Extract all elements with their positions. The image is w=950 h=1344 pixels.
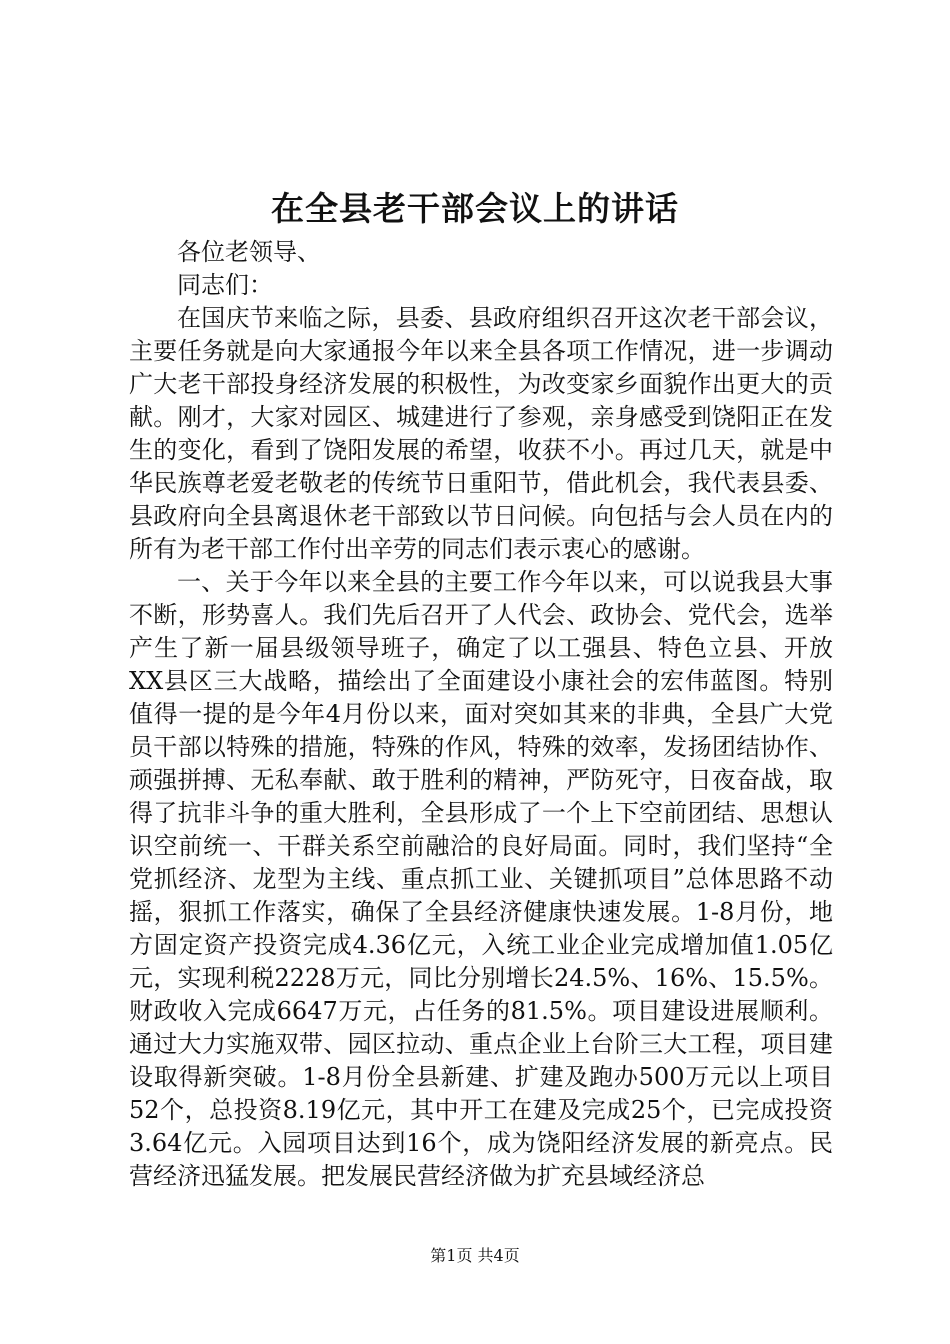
document-body [129,236,833,1193]
document-title: 在全县老干部会议上的讲话 [271,189,679,228]
page-footer: 第1页 共4页 [430,1246,520,1265]
body-paragraph: 在国庆节来临之际，县委、县政府组织召开这次老干部会议，主要任务就是向大家通报今年以来全县各项工作情况，进一步调动广大老干部投身经济发展的积极性，为改变家乡面貌作出更大的贡献。刚才，大家对园区、城建进行了参观，亲身感受到饶阳正在发生的变化，看到了饶阳发展的希望，收获不小。再过几天，就是中华民族尊老爱老敬老的传统节日重阳节，借此机会，我代表县委、县政府向全县离退休老干部致以节日问候。向包括与会人员在内的所有为老干部工作付出辛劳的同志们表示衷心的感谢。 [129,304,833,563]
salutation-line: 各位老领导、 [177,238,321,266]
body-paragraph: 一、关于今年以来全县的主要工作今年以来，可以说我县大事不断，形势喜人。我们先后召开了人代会、政协会、党代会，选举产生了新一届县级领导班子，确定了以工强县、特色立县、开放XX县区三大战略，描绘出了全面建设小康社会的宏伟蓝图。特别值得一提的是今年4月份以来，面对突如其来的非典，全县广大党员干部以特殊的措施，特殊的作风，特殊的效率，发扬团结协作、顽强拼搏、无私奉献、敢于胜利的精神，严防死守，日夜奋战，取得了抗非斗争的重大胜利，全县形成了一个上下空前团结、思想认识空前统一、干群关系空前融洽的良好局面。同时，我们坚持“全党抓经济、龙型为主线、重点抓工业、关键抓项目”总体思路不动摇，狠抓工作落实，确保了全县经济健康快速发展。1-8月份，地方固定资产投资完成4.36亿元，入统工业企业完成增加值1.05亿元，实现利税2228万元，同比分别增长24.5%、16%、15.5%。财政收入完成6647万元，占任务的81.5%。项目建设进展顺利。通过大力实施双带、园区拉动、重点企业上台阶三大工程，项目建设取得新突破。1-8月份全县新建、扩建及跑办500万元以上项目52个，总投资8.19亿元，其中开工在建及完成25个，已完成投资3.64亿元。入园项目达到16个，成为饶阳经济发展的新亮点。民营经济迅猛发展。把发展民营经济做为扩充县域经济总 [129,568,833,1190]
salutation-line: 同志们： [177,271,273,299]
